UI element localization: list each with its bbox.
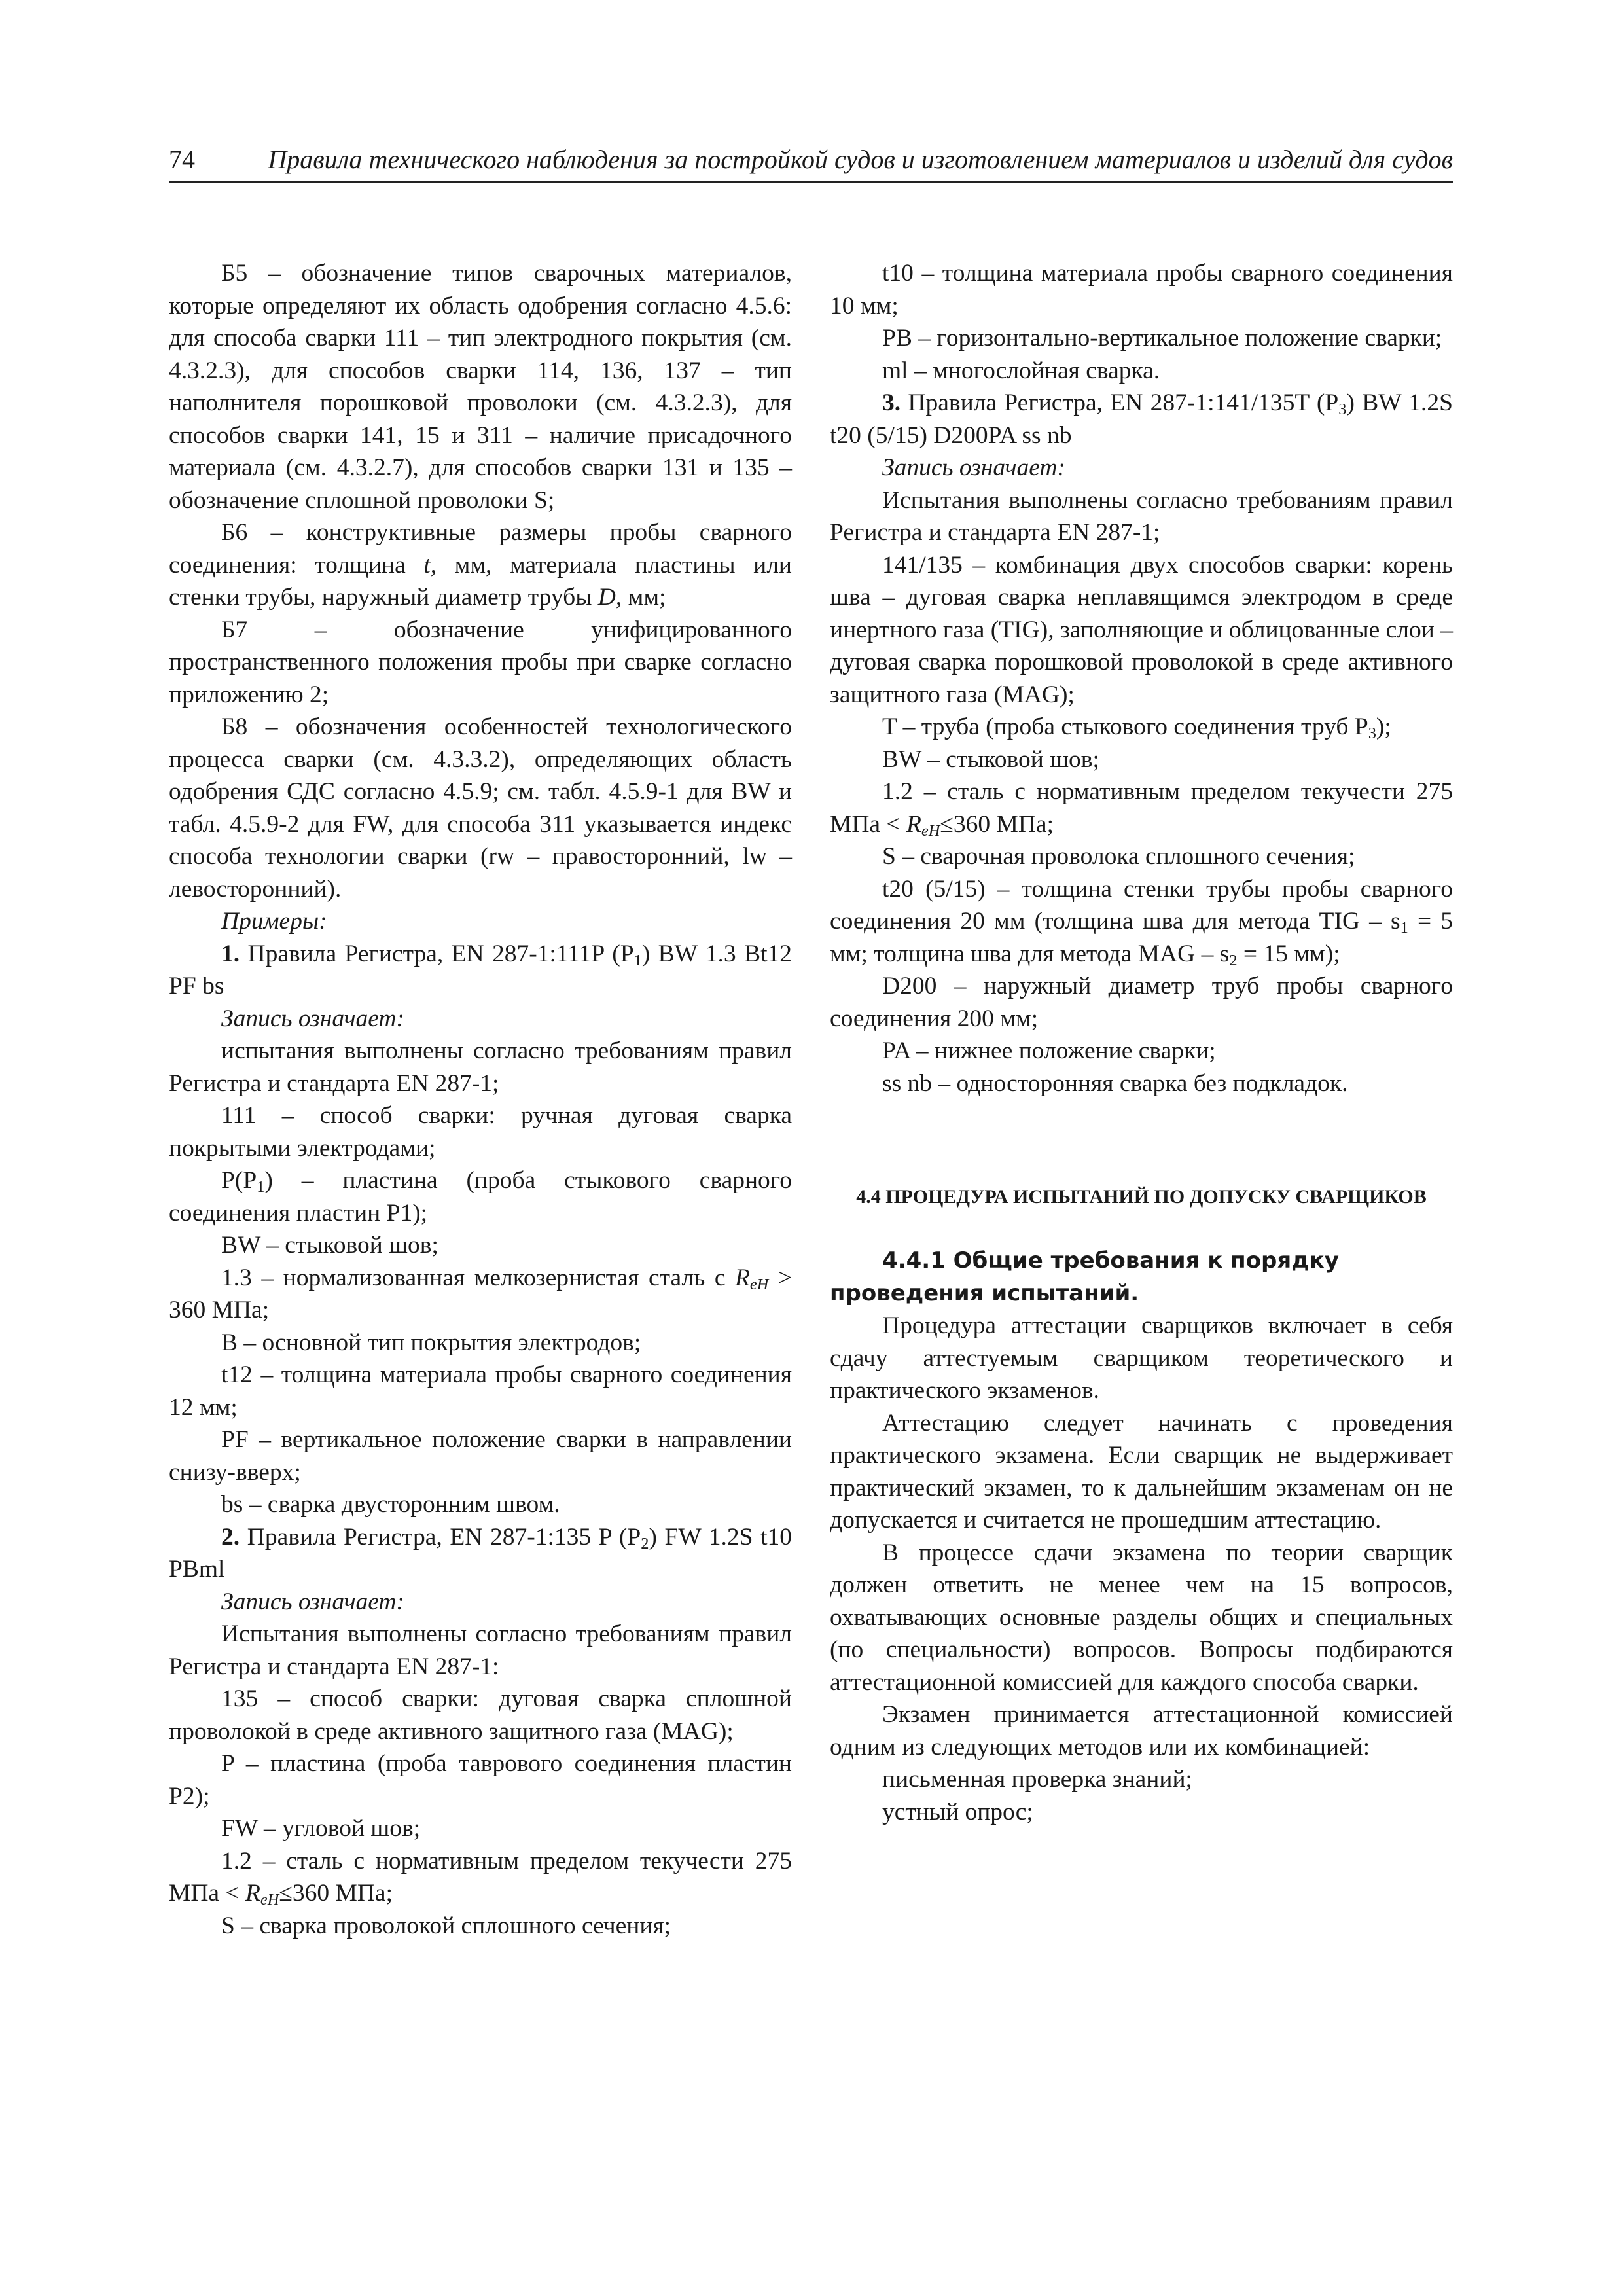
example-2-heading bbox=[169, 1521, 792, 1586]
example-1-line bbox=[169, 1262, 792, 1327]
example-1-line: BW – стыковой шов; bbox=[221, 1232, 438, 1259]
text: , мм, материала пластины или стенки трубы, наружный диаметр трубы bbox=[169, 551, 793, 611]
example-2-line: t10 – толщина материала пробы сварного соединения 10 мм; bbox=[830, 260, 1453, 319]
text: = 15 мм); bbox=[1237, 940, 1340, 967]
example-2-line: 135 – способ сварки: дуговая сварка сплошной проволокой в среде активного защитного газа (MAG); bbox=[169, 1685, 792, 1745]
subscript: 3 bbox=[1368, 725, 1376, 743]
text: ≤360 МПа; bbox=[279, 1880, 393, 1907]
subsection-title: 4.4.1 Общие требования к порядку проведения испытаний. bbox=[830, 1247, 1339, 1306]
page-number: 74 bbox=[169, 145, 195, 174]
example-1-line: 111 – способ сварки: ручная дуговая сварка покрытыми электродами; bbox=[169, 1102, 792, 1162]
symbol-r: R bbox=[735, 1264, 750, 1291]
subscript: 1 bbox=[633, 951, 642, 969]
example-2-line: P – пластина (проба таврового соединения пластин P2); bbox=[169, 1750, 792, 1810]
example-2-line: FW – угловой шов; bbox=[221, 1815, 421, 1842]
example-2-line: PB – горизонтально-вертикальное положение сварки; bbox=[882, 325, 1442, 351]
example-3-line: PA – нижнее положение сварки; bbox=[882, 1037, 1216, 1064]
subscript: eH bbox=[260, 1891, 279, 1909]
paragraph-b7: Б7 – обозначение унифицированного пространственного положения пробы при сварке согласно приложению 2; bbox=[169, 616, 792, 708]
body-paragraph: Аттестацию следует начинать с проведения практического экзамена. Если сварщик не выдерживает практический экзамен, то к дальнейшим экзаменам он не допускается и считается не прошедшим аттестацию. bbox=[830, 1409, 1453, 1534]
text: ) BW 1.2S t20 (5/15) D200PA ss nb bbox=[830, 389, 1453, 449]
example-1-heading bbox=[169, 938, 792, 1003]
body-paragraph: письменная проверка знаний; bbox=[882, 1766, 1192, 1793]
text: , мм; bbox=[615, 584, 666, 611]
body-paragraph: В процессе сдачи экзамена по теории сварщик должен ответить не менее чем на 15 вопросов, охватывающих основные разделы общих и специальных (по специальности) вопросов. Вопросы подбираются аттестационной комиссией для каждого способа сварки. bbox=[830, 1539, 1453, 1696]
example-3-line bbox=[830, 711, 1453, 744]
example-2-line: S – сварка проволокой сплошного сечения; bbox=[221, 1912, 671, 1939]
text: Правила Регистра, EN 287-1:141/135T (P bbox=[901, 389, 1339, 416]
subscript: 1 bbox=[1400, 919, 1408, 937]
example-3-line: 141/135 – комбинация двух способов сварки: корень шва – дуговая сварка неплавящимся электродом в среде инертного газа (TIG), заполняющие и облицованные слои – дуговая сварка порошковой проволокой в среде активного защитного газа (MAG); bbox=[830, 551, 1453, 708]
example-3-line bbox=[830, 776, 1453, 840]
example-2-line: ml – многослойная сварка. bbox=[882, 357, 1160, 384]
example-1-line: t12 – толщина материала пробы сварного соединения 12 мм; bbox=[169, 1361, 792, 1421]
example-1-line bbox=[169, 1164, 792, 1229]
example-3-line: S – сварочная проволока сплошного сечения; bbox=[882, 843, 1355, 870]
paragraph-b5: Б5 – обозначение типов сварочных материалов, которые определяют их область одобрения согласно 4.5.6: для способа сварки 111 – тип электродного покрытия (см. 4.3.2.3), для способов сварки 114, 136, 137 – тип наполнителя порошковой проволоки (см. 4.3.2.3), для способов сварки 141, 15 и 311 – наличие присадочного материала (см. 4.3.2.7), для способов сварки 131 и 135 – обозначение сплошной проволоки S; bbox=[169, 260, 792, 514]
body-paragraph: Процедура аттестации сварщиков включает в себя сдачу аттестуемым сварщиком теоретического и практического экзаменов. bbox=[830, 1312, 1453, 1404]
body-paragraph: устный опрос; bbox=[882, 1798, 1033, 1825]
symbol-r: R bbox=[906, 810, 921, 838]
example-3-line: BW – стыковой шов; bbox=[882, 745, 1099, 773]
text: ≤360 МПа; bbox=[940, 810, 1054, 838]
paragraph-b6 bbox=[169, 516, 792, 614]
body-paragraph: Экзамен принимается аттестационной комиссией одним из следующих методов или их комбинацией: bbox=[830, 1701, 1453, 1761]
record-label: Запись означает: bbox=[221, 1588, 405, 1615]
example-1-line: bs – сварка двусторонним швом. bbox=[221, 1491, 560, 1518]
record-label: Запись означает: bbox=[882, 454, 1066, 481]
text: = 5 мм; толщина шва для метода MAG – s bbox=[830, 908, 1453, 967]
examples-label: Примеры: bbox=[221, 908, 327, 935]
section-title: 4.4 ПРОЦЕДУРА ИСПЫТАНИЙ ПО ДОПУСКУ СВАРЩИКОВ bbox=[856, 1186, 1427, 1208]
subscript: eH bbox=[921, 821, 940, 840]
text: Правила Регистра, EN 287-1:111P (P bbox=[240, 940, 634, 967]
text: ) – пластина (проба стыкового сварного соединения пластин P1); bbox=[169, 1167, 792, 1227]
page-header bbox=[169, 143, 1453, 183]
text: ) FW 1.2S t10 PBml bbox=[169, 1523, 792, 1583]
example-3-line bbox=[830, 873, 1453, 971]
text: t20 (5/15) – толщина стенки трубы пробы сварного соединения 20 мм (толщина шва для метода TIG – s bbox=[830, 875, 1453, 935]
example-3-heading bbox=[830, 387, 1453, 452]
text: ) BW 1.3 Bt12 PF bs bbox=[169, 940, 792, 999]
example-3-line: Испытания выполнены согласно требованиям правил Регистра и стандарта EN 287-1; bbox=[830, 486, 1453, 546]
example-1-line: B – основной тип покрытия электродов; bbox=[221, 1329, 641, 1356]
text: 1.3 – нормализованная мелкозернистая сталь с bbox=[221, 1264, 735, 1291]
example-2-line: Испытания выполнены согласно требованиям правил Регистра и стандарта EN 287-1: bbox=[169, 1621, 792, 1680]
subscript: 3 bbox=[1338, 401, 1347, 419]
header-rule bbox=[169, 181, 1453, 183]
text: Правила Регистра, EN 287-1:135 P (P bbox=[240, 1523, 641, 1551]
paragraph-b8: Б8 – обозначения особенностей технологического процесса сварки (см. 4.3.3.2), определяющих область одобрения СДС согласно 4.5.9; см. табл. 4.5.9-1 для BW и табл. 4.5.9-2 для FW, для способа 311 указывается индекс способа технологии сварки (rw – правосторонний, lw – левосторонний). bbox=[169, 713, 792, 903]
text: T – труба (проба стыкового соединения труб P bbox=[882, 713, 1368, 740]
example-3-line: ss nb – односторонняя сварка без подкладок. bbox=[882, 1069, 1348, 1097]
example-2-line bbox=[169, 1845, 792, 1910]
text: 1.2 – сталь с нормативным пределом текучести 275 МПа < bbox=[169, 1847, 792, 1907]
text: Б6 – конструктивные размеры пробы сварного соединения: толщина bbox=[169, 519, 792, 579]
example-number: 3. bbox=[882, 389, 901, 416]
right-column bbox=[830, 257, 1453, 1828]
example-3-line: D200 – наружный диаметр труб пробы сварного соединения 200 мм; bbox=[830, 973, 1453, 1032]
example-1-line: PF – вертикальное положение сварки в направлении снизу-вверх; bbox=[169, 1426, 792, 1486]
text: 1.2 – сталь с нормативным пределом текучести 275 МПа < bbox=[830, 778, 1453, 838]
running-title: Правила технического наблюдения за постройкой судов и изготовлением материалов и изделий для судов bbox=[268, 145, 1453, 174]
example-number: 2. bbox=[221, 1523, 240, 1551]
text: ); bbox=[1376, 713, 1391, 740]
record-label: Запись означает: bbox=[221, 1005, 405, 1032]
subscript: 2 bbox=[1229, 951, 1238, 969]
left-column bbox=[169, 257, 792, 1942]
symbol-d: D bbox=[597, 584, 616, 611]
example-number: 1. bbox=[221, 940, 240, 967]
text: P(P bbox=[221, 1167, 257, 1194]
subscript: 1 bbox=[257, 1178, 265, 1196]
example-1-line: испытания выполнены согласно требованиям правил Регистра и стандарта EN 287-1; bbox=[169, 1037, 792, 1097]
symbol-r: R bbox=[245, 1880, 260, 1907]
symbol-t: t bbox=[423, 551, 431, 579]
subscript: 2 bbox=[641, 1534, 649, 1552]
subscript: eH bbox=[749, 1275, 769, 1293]
text: > 360 МПа; bbox=[169, 1264, 792, 1323]
